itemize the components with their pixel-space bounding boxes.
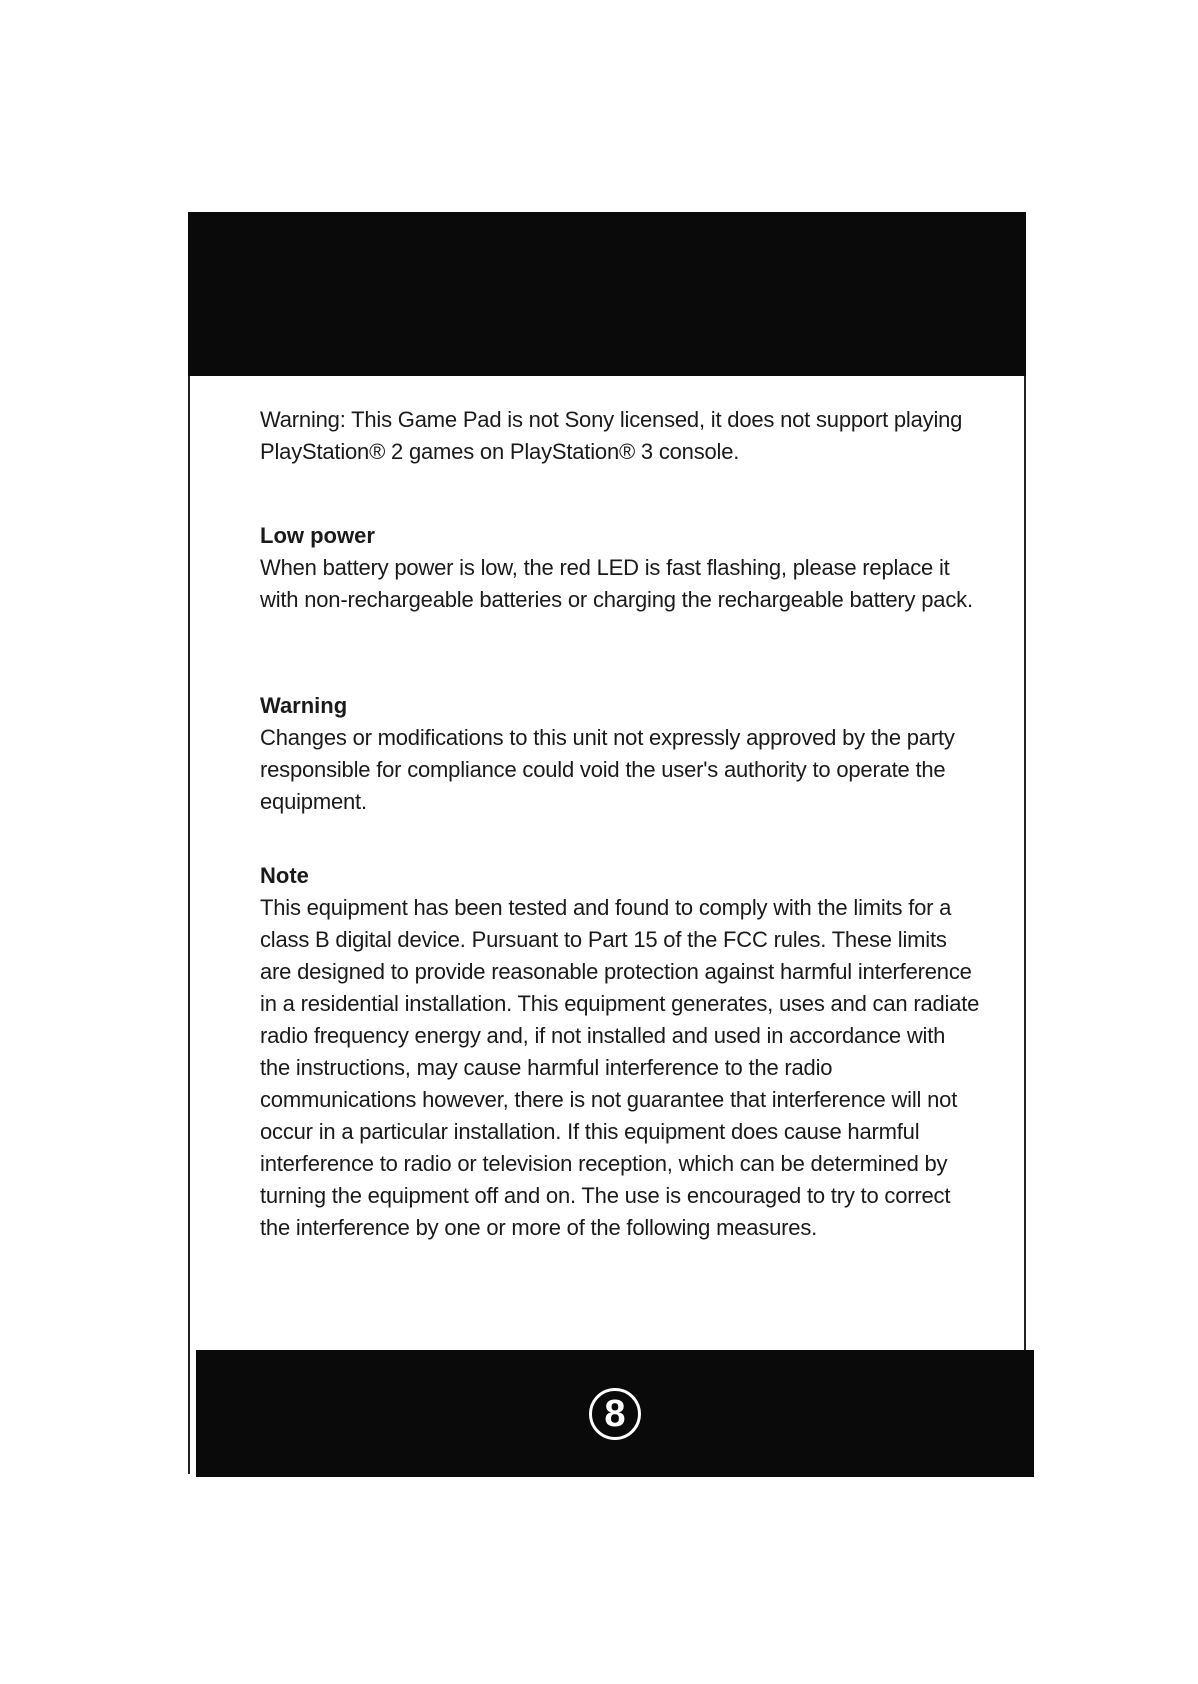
page-content: [260, 404, 980, 1244]
note-text: This equipment has been tested and found to comply with the limits for a class B digital device. Pursuant to Part 15 of the FCC rules. These limits are designed to provide reasonable protection against harmful interference in a residential installation. This equipment generates, uses and can radiate radio frequency energy and, if not installed and used in accordance with the instructions, may cause harmful interference to the radio communications however, there is not guarantee that interference will not occur in a particular installation. If this equipment does cause harmful interference to radio or television reception, which can be determined by turning the equipment off and on. The use is encouraged to try to correct the interference by one or more of the following measures.: [260, 895, 980, 1240]
page-number-badge: 8: [589, 1388, 641, 1440]
warning-section: [260, 690, 980, 818]
note-heading: Note: [260, 863, 309, 888]
intro-warning-text: Warning: This Game Pad is not Sony licensed, it does not support playing PlayStation® 2 games on PlayStation® 3 console.: [260, 407, 963, 464]
warning-heading: Warning: [260, 693, 348, 718]
note-section: [260, 860, 980, 1244]
low-power-text: When battery power is low, the red LED is fast flashing, please replace it with non-rechargeable batteries or charging the rechargeable battery pack.: [260, 555, 973, 612]
low-power-section: [260, 520, 980, 616]
footer-bar: [196, 1350, 1034, 1477]
warning-text: Changes or modifications to this unit not expressly approved by the party responsible for compliance could void the user's authority to operate the equipment.: [260, 725, 955, 814]
low-power-heading: Low power: [260, 523, 375, 548]
header-bar: [188, 212, 1026, 376]
